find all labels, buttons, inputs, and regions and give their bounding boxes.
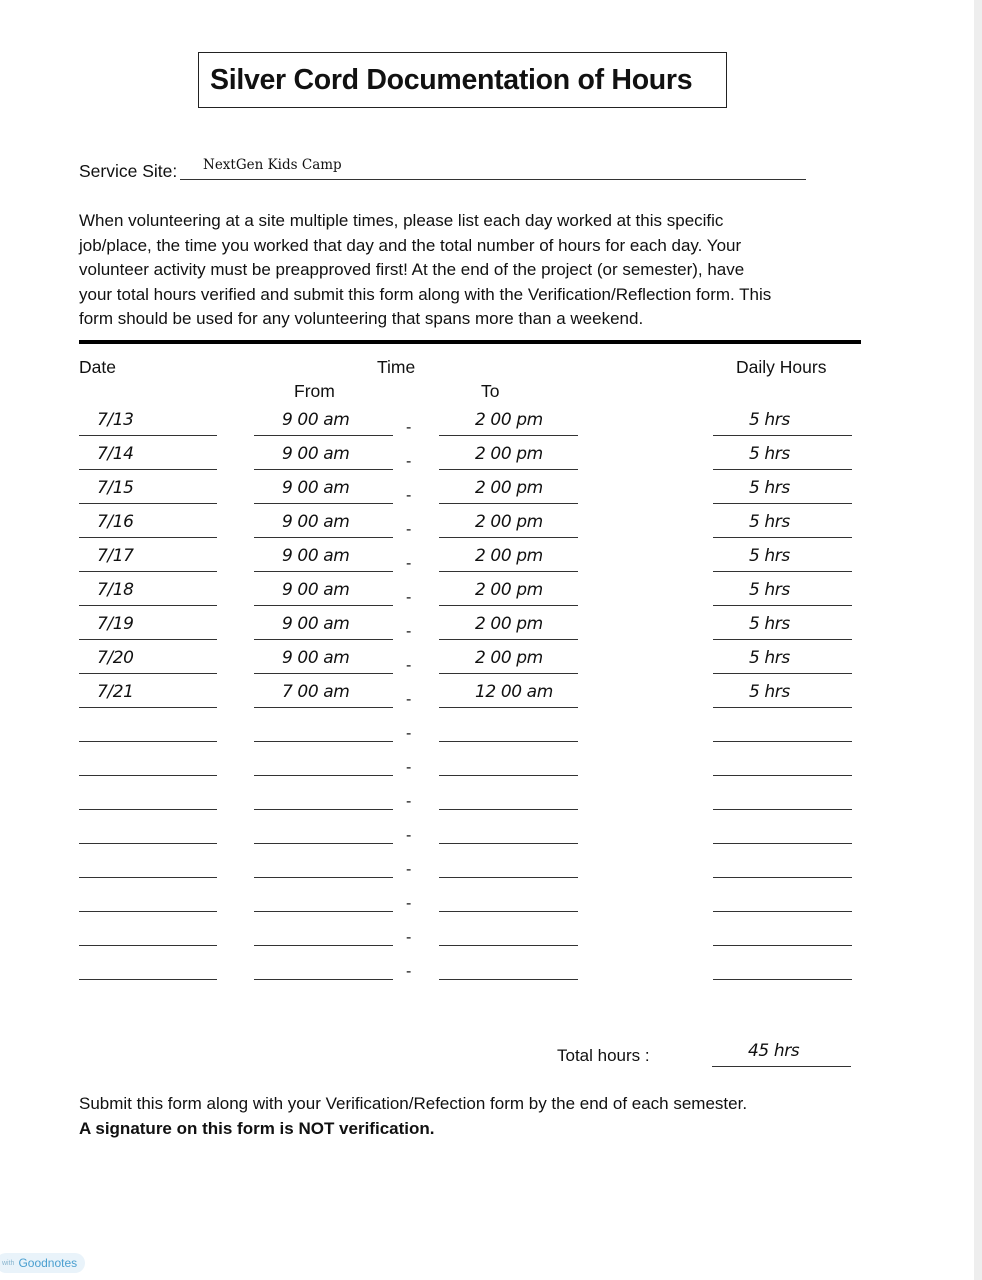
section-divider — [79, 340, 861, 344]
to-time-field[interactable] — [439, 610, 578, 640]
to-time-field[interactable] — [439, 746, 578, 776]
from-header: From — [294, 381, 335, 401]
from-time-field[interactable] — [254, 576, 393, 606]
time-separator: - — [406, 521, 412, 538]
time-header: Time — [377, 357, 416, 377]
daily-hours-field[interactable] — [713, 406, 852, 436]
time-separator: - — [406, 827, 412, 844]
from-time-field[interactable] — [254, 950, 393, 980]
date-field[interactable] — [79, 746, 217, 776]
date-field[interactable] — [79, 780, 217, 810]
from-time-field[interactable] — [254, 508, 393, 538]
date-header: Date — [79, 357, 116, 377]
date-field-value: 7/18 — [97, 580, 134, 600]
time-separator: - — [406, 487, 412, 504]
from-time-field[interactable] — [254, 474, 393, 504]
instructions-line: your total hours verified and submit this form along with the Verification/Reflection form. This — [79, 284, 772, 304]
daily-hours-field-value: 5 hrs — [749, 546, 790, 566]
table-row — [0, 916, 982, 950]
date-field[interactable] — [79, 848, 217, 878]
date-field-value: 7/17 — [97, 546, 134, 566]
to-time-field[interactable] — [439, 916, 578, 946]
time-separator: - — [406, 861, 412, 878]
from-time-field[interactable] — [254, 610, 393, 640]
to-time-field-value: 2 00 pm — [475, 614, 543, 634]
table-row — [0, 678, 982, 712]
to-time-field-value: 2 00 pm — [475, 512, 543, 532]
table-row — [0, 508, 982, 542]
daily-hours-field[interactable] — [713, 712, 852, 742]
from-time-field[interactable] — [254, 848, 393, 878]
from-time-field[interactable] — [254, 916, 393, 946]
date-field[interactable] — [79, 542, 217, 572]
date-field[interactable] — [79, 576, 217, 606]
date-field-value: 7/16 — [97, 512, 134, 532]
daily-hours-field-value: 5 hrs — [749, 478, 790, 498]
time-separator: - — [406, 895, 412, 912]
date-field[interactable] — [79, 474, 217, 504]
from-time-field[interactable] — [254, 882, 393, 912]
table-row — [0, 474, 982, 508]
to-time-field[interactable] — [439, 814, 578, 844]
from-time-field[interactable] — [254, 440, 393, 470]
footer-instruction: Submit this form along with your Verification/Refection form by the end of each semester. — [79, 1094, 748, 1113]
daily-hours-field[interactable] — [713, 508, 852, 538]
table-row — [0, 814, 982, 848]
table-row — [0, 712, 982, 746]
table-row — [0, 440, 982, 474]
from-time-field[interactable] — [254, 780, 393, 810]
table-row — [0, 644, 982, 678]
date-field[interactable] — [79, 644, 217, 674]
date-field[interactable] — [79, 950, 217, 980]
from-time-field[interactable] — [254, 542, 393, 572]
service-site-label: Service Site: — [79, 161, 178, 181]
table-row — [0, 576, 982, 610]
total-hours-field[interactable] — [712, 1037, 851, 1067]
to-time-field-value: 2 00 pm — [475, 648, 543, 668]
daily-hours-field-value: 5 hrs — [749, 648, 790, 668]
date-field[interactable] — [79, 882, 217, 912]
instructions-line: job/place, the time you worked that day and the total number of hours for each day. Your — [79, 235, 742, 255]
daily-hours-field[interactable] — [713, 542, 852, 572]
service-site-line — [180, 179, 806, 180]
daily-hours-field[interactable] — [713, 440, 852, 470]
date-field[interactable] — [79, 610, 217, 640]
instructions-paragraph — [79, 209, 869, 332]
date-field-value: 7/19 — [97, 614, 134, 634]
daily-hours-header: Daily Hours — [736, 357, 827, 377]
instructions-line: volunteer activity must be preapproved first! At the end of the project (or semester), have — [79, 260, 745, 280]
from-time-field-value: 9 00 am — [282, 546, 350, 566]
daily-hours-field[interactable] — [713, 610, 852, 640]
watermark-brand: Goodnotes — [18, 1256, 78, 1270]
from-time-field[interactable] — [254, 644, 393, 674]
to-time-field[interactable] — [439, 508, 578, 538]
total-hours-value: 45 hrs — [748, 1041, 800, 1061]
from-time-field-value: 9 00 am — [282, 614, 350, 634]
time-separator: - — [406, 555, 412, 572]
time-separator: - — [406, 963, 412, 980]
table-row — [0, 406, 982, 440]
from-time-field[interactable] — [254, 712, 393, 742]
to-header: To — [481, 381, 500, 401]
table-row — [0, 780, 982, 814]
date-field[interactable] — [79, 406, 217, 436]
daily-hours-field[interactable] — [713, 848, 852, 878]
from-time-field-value: 9 00 am — [282, 648, 350, 668]
daily-hours-field-value: 5 hrs — [749, 614, 790, 634]
date-field[interactable] — [79, 678, 217, 708]
date-field-value: 7/14 — [97, 444, 134, 464]
to-time-field[interactable] — [439, 576, 578, 606]
date-field[interactable] — [79, 916, 217, 946]
to-time-field-value: 12 00 am — [475, 682, 553, 702]
time-separator: - — [406, 589, 412, 606]
table-row — [0, 610, 982, 644]
time-separator: - — [406, 929, 412, 946]
daily-hours-field-value: 5 hrs — [749, 682, 790, 702]
table-row — [0, 848, 982, 882]
from-time-field[interactable] — [254, 746, 393, 776]
daily-hours-field-value: 5 hrs — [749, 512, 790, 532]
daily-hours-field[interactable] — [713, 474, 852, 504]
from-time-field-value: 9 00 am — [282, 444, 350, 464]
from-time-field-value: 9 00 am — [282, 410, 350, 430]
date-field[interactable] — [79, 440, 217, 470]
daily-hours-field[interactable] — [713, 814, 852, 844]
date-field-value: 7/13 — [97, 410, 134, 430]
to-time-field[interactable] — [439, 474, 578, 504]
to-time-field[interactable] — [439, 780, 578, 810]
time-separator: - — [406, 793, 412, 810]
time-separator: - — [406, 759, 412, 776]
from-time-field-value: 9 00 am — [282, 580, 350, 600]
from-time-field-value: 9 00 am — [282, 478, 350, 498]
daily-hours-field[interactable] — [713, 780, 852, 810]
from-time-field-value: 7 00 am — [282, 682, 350, 702]
to-time-field[interactable] — [439, 712, 578, 742]
to-time-field-value: 2 00 pm — [475, 410, 543, 430]
date-field[interactable] — [79, 712, 217, 742]
time-separator: - — [406, 691, 412, 708]
form-title: Silver Cord Documentation of Hours — [198, 52, 727, 108]
daily-hours-field[interactable] — [713, 644, 852, 674]
to-time-field[interactable] — [439, 950, 578, 980]
daily-hours-field-value: 5 hrs — [749, 444, 790, 464]
date-field[interactable] — [79, 814, 217, 844]
time-separator: - — [406, 725, 412, 742]
daily-hours-field[interactable] — [713, 746, 852, 776]
daily-hours-field[interactable] — [713, 950, 852, 980]
service-site-value: NextGen Kids Camp — [203, 157, 342, 173]
instructions-line: form should be used for any volunteering that spans more than a weekend. — [79, 309, 644, 329]
date-field-value: 7/20 — [97, 648, 134, 668]
time-separator: - — [406, 453, 412, 470]
date-field[interactable] — [79, 508, 217, 538]
footer-warning: A signature on this form is NOT verification. — [79, 1119, 435, 1138]
daily-hours-field[interactable] — [713, 576, 852, 606]
date-field-value: 7/21 — [97, 682, 134, 702]
to-time-field[interactable] — [439, 440, 578, 470]
daily-hours-field[interactable] — [713, 678, 852, 708]
time-separator: - — [406, 623, 412, 640]
watermark-prefix: with — [2, 1259, 15, 1267]
table-row — [0, 746, 982, 780]
to-time-field-value: 2 00 pm — [475, 444, 543, 464]
from-time-field[interactable] — [254, 678, 393, 708]
instructions-line: When volunteering at a site multiple times, please list each day worked at this specific — [79, 211, 724, 230]
date-field-value: 7/15 — [97, 478, 134, 498]
table-row — [0, 882, 982, 916]
to-time-field[interactable] — [439, 542, 578, 572]
table-row — [0, 542, 982, 576]
to-time-field[interactable] — [439, 848, 578, 878]
from-time-field[interactable] — [254, 814, 393, 844]
daily-hours-field[interactable] — [713, 916, 852, 946]
to-time-field-value: 2 00 pm — [475, 580, 543, 600]
table-row — [0, 950, 982, 984]
total-hours-label: Total hours : — [557, 1046, 650, 1065]
time-separator: - — [406, 419, 412, 436]
to-time-field-value: 2 00 pm — [475, 478, 543, 498]
daily-hours-field[interactable] — [713, 882, 852, 912]
to-time-field[interactable] — [439, 406, 578, 436]
from-time-field-value: 9 00 am — [282, 512, 350, 532]
daily-hours-field-value: 5 hrs — [749, 410, 790, 430]
to-time-field[interactable] — [439, 882, 578, 912]
to-time-field[interactable] — [439, 678, 578, 708]
to-time-field-value: 2 00 pm — [475, 546, 543, 566]
goodnotes-watermark — [0, 1253, 85, 1273]
from-time-field[interactable] — [254, 406, 393, 436]
time-separator: - — [406, 657, 412, 674]
to-time-field[interactable] — [439, 644, 578, 674]
daily-hours-field-value: 5 hrs — [749, 580, 790, 600]
